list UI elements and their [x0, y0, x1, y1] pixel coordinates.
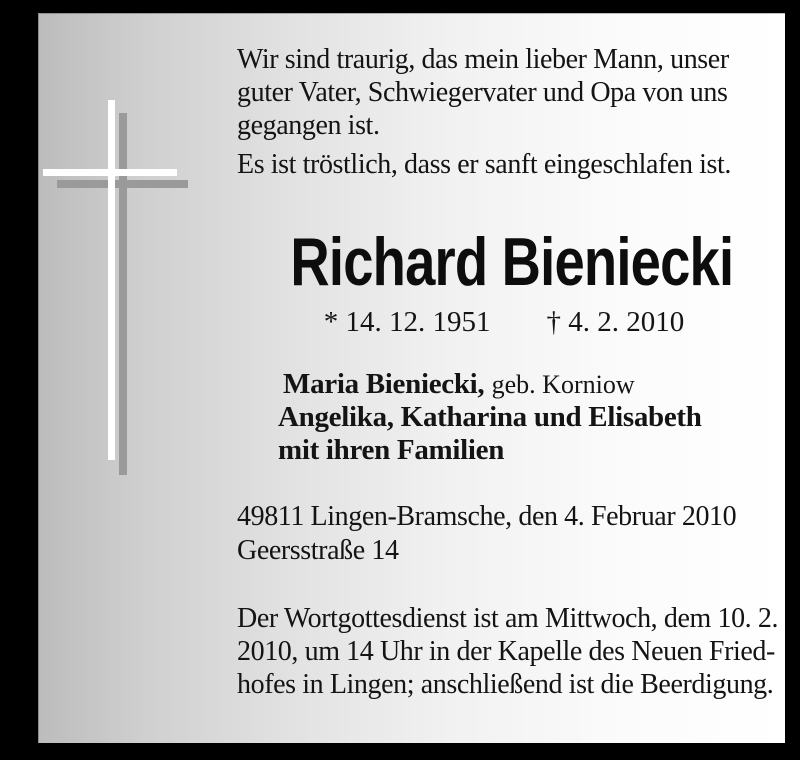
deceased-name: Richard Bieniecki	[290, 224, 734, 300]
mourners-block	[278, 368, 702, 467]
intro-line-1: Wir sind traurig, das mein lieber Mann, unser	[237, 44, 729, 75]
families-line: mit ihren Familien	[278, 434, 505, 466]
cross-vertical-bar	[108, 100, 115, 460]
cross-horizontal-bar	[43, 169, 177, 176]
intro-line-3: gegangen ist.	[237, 110, 380, 141]
place-date-line: 49811 Lingen-Bramsche, den 4. Februar 2010	[237, 501, 737, 532]
spouse-line	[283, 368, 702, 401]
comfort-line: Es ist tröstlich, dass er sanft eingeschlafen ist.	[237, 149, 731, 180]
obituary-page	[38, 13, 785, 743]
birth-date: * 14. 12. 1951	[323, 306, 491, 338]
street-line: Geersstraße 14	[237, 535, 399, 566]
service-line-1: Der Wortgottesdienst ist am Mittwoch, dem 10. 2.	[237, 603, 779, 634]
obituary-text-column	[237, 13, 779, 743]
cross-shadow-horizontal-bar	[57, 180, 188, 188]
spouse-maiden-name: geb. Korniow	[491, 370, 635, 399]
cross-shadow-vertical-bar	[119, 113, 127, 475]
intro-line-2: guter Vater, Schwiegervater und Opa von uns	[237, 77, 728, 108]
intro-paragraph	[237, 43, 729, 142]
spouse-name: Maria Bieniecki,	[283, 368, 485, 400]
service-line-3: hofes in Lingen; anschließend ist die Beerdigung.	[237, 669, 774, 700]
children-line: Angelika, Katharina und Elisabeth	[278, 401, 702, 433]
death-date: † 4. 2. 2010	[546, 306, 685, 338]
place-date-block	[237, 500, 736, 568]
service-info-paragraph	[237, 602, 778, 701]
service-line-2: 2010, um 14 Uhr in der Kapelle des Neuen Fried-	[237, 636, 775, 667]
life-dates	[237, 306, 771, 339]
